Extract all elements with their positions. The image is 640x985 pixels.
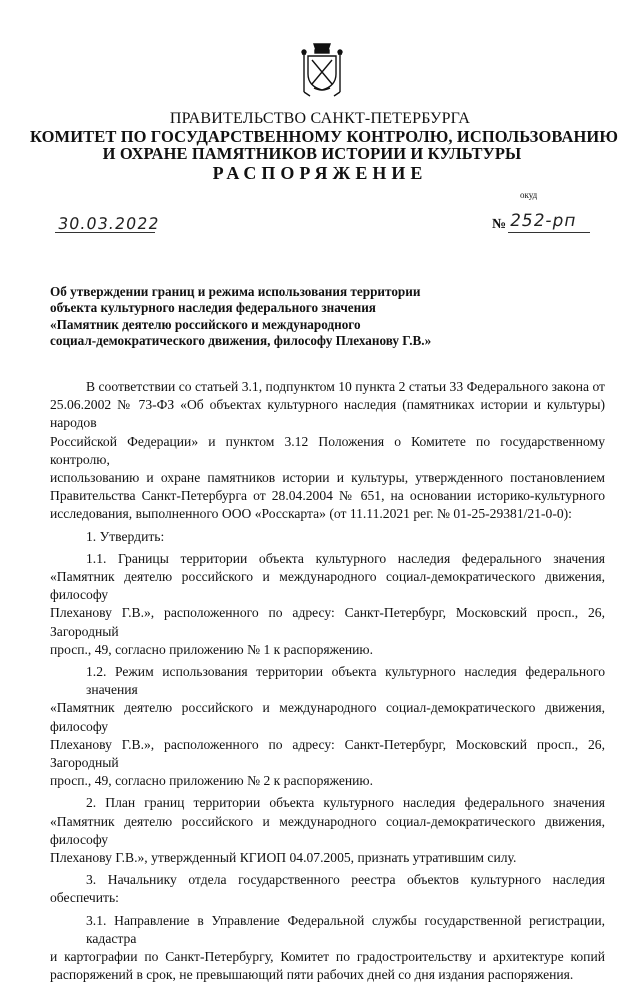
text-line: просп., 49, согласно приложению № 2 к распоряжению. bbox=[50, 773, 373, 789]
text-line: просп., 49, согласно приложению № 1 к распоряжению. bbox=[50, 641, 373, 657]
text-line: «Памятник деятелю российского и международного социал-демократического движения, философу bbox=[50, 700, 605, 734]
text-line: распоряжений в срок, не превышающий пяти рабочих дней со дня издания распоряжения. bbox=[50, 967, 574, 983]
text-line: и картографии по Санкт-Петербургу, Комитет по градостроительству и архитектуре копий bbox=[50, 949, 605, 965]
number-underline bbox=[508, 232, 590, 233]
okud-label: окуд bbox=[520, 190, 538, 200]
text-line: Правительства Санкт-Петербурга от 28.04.2004 № 651, на основании историко-культурного bbox=[50, 488, 605, 504]
document-type: РАСПОРЯЖЕНИЕ bbox=[212, 163, 428, 183]
text-line: Российской Федерации» и пунктом 3.12 Положения о Комитете по государственному контролю, bbox=[50, 433, 605, 467]
number-sign: № bbox=[492, 217, 507, 232]
text-line: 3.1. Направление в Управление Федеральной службы государственной регистрации, кадастра bbox=[86, 912, 605, 946]
text-line: 1.1. Границы территории объекта культурного наследия федерального значения bbox=[86, 550, 605, 566]
committee-name-line1: КОМИТЕТ ПО ГОСУДАРСТВЕННОМУ КОНТРОЛЮ, ИСПОЛЬЗОВАНИЮ bbox=[29, 127, 619, 146]
document-subject bbox=[50, 284, 470, 349]
item-2-paragraph bbox=[50, 794, 605, 867]
document-date: 30.03.2022 bbox=[56, 214, 161, 233]
text-line: использованию и охране памятников истории и культуры, утвержденного постановлением bbox=[50, 470, 605, 486]
item-1-1-paragraph bbox=[50, 550, 605, 659]
text-line: 2. План границ территории объекта культурного наследия федерального значения bbox=[86, 795, 605, 811]
subject-line: объекта культурного наследия федерального значения bbox=[50, 300, 376, 316]
text-line: «Памятник деятелю российского и международного социал-демократического движения, философу bbox=[50, 569, 605, 603]
text-line: Плеханову Г.В.», утвержденный КГИОП 04.07.2005, признать утратившим силу. bbox=[50, 850, 517, 866]
preamble-paragraph bbox=[50, 378, 605, 524]
subject-line: социал-демократического движения, философу Плеханову Г.В.» bbox=[50, 332, 432, 348]
subject-line: «Памятник деятелю российского и международного bbox=[50, 316, 361, 332]
item-3: 3. Начальнику отдела государственного реестра объектов культурного наследия обеспечить: bbox=[50, 872, 605, 906]
text-line: «Памятник деятелю российского и международного социал-демократического движения, философу bbox=[50, 813, 605, 847]
document-body bbox=[50, 378, 605, 985]
committee-name-line2: И ОХРАНЕ ПАМЯТНИКОВ ИСТОРИИ И КУЛЬТУРЫ bbox=[102, 144, 522, 163]
item-3-1-paragraph bbox=[50, 912, 605, 985]
text-line: В соответствии со статьей 3.1, подпунктом 10 пункта 2 статьи 33 Федерального закона от bbox=[86, 379, 605, 394]
document-number: 252-рп bbox=[508, 211, 579, 231]
text-line: 25.06.2002 № 73-ФЗ «Об объектах культурного наследия (памятниках истории и культуры) народов bbox=[50, 397, 605, 431]
text-line: исследования, выполненного ООО «Росскарта» (от 11.11.2021 рег. № 01-25-29381/21-0-0): bbox=[50, 506, 572, 522]
government-name: ПРАВИТЕЛЬСТВО САНКТ-ПЕТЕРБУРГА bbox=[169, 110, 471, 127]
subject-line: Об утверждении границ и режима использования территории bbox=[50, 284, 421, 299]
text-line: Плеханову Г.В.», расположенного по адресу: Санкт-Петербург, Московский просп., 26, Загородный bbox=[50, 736, 605, 771]
item-1: 1. Утвердить: bbox=[86, 528, 165, 544]
coat-of-arms-icon bbox=[300, 40, 344, 98]
text-line: Плеханову Г.В.», расположенного по адресу: Санкт-Петербург, Московский просп., 26, Загородный bbox=[50, 605, 605, 639]
text-line: 1.2. Режим использования территории объекта культурного наследия федерального значения bbox=[86, 664, 605, 698]
date-underline bbox=[55, 232, 155, 233]
item-1-2-paragraph bbox=[50, 663, 605, 790]
